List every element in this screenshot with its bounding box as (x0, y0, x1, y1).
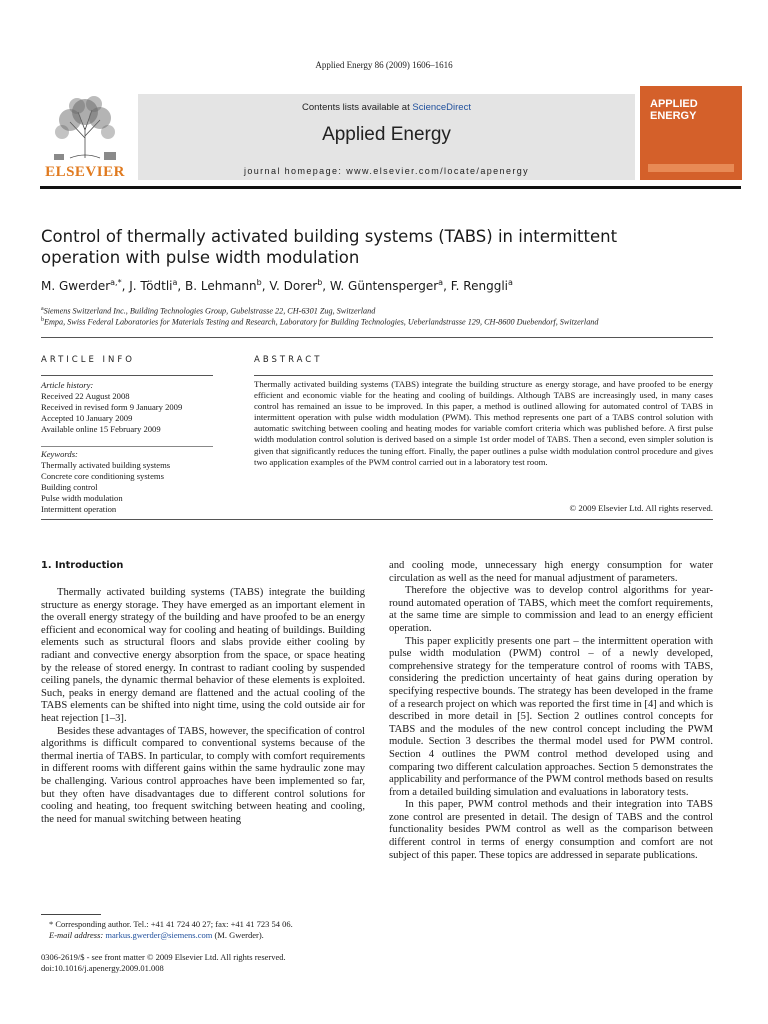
email-label: E-mail address: (49, 930, 106, 940)
author-separator: , (177, 279, 186, 293)
affiliation-text: Empa, Swiss Federal Laboratories for Materials Testing and Research, Laboratory for Building Technologies, Ueberlandstrasse 129, CH-8600 Duebendorf, Switzerland (44, 317, 599, 327)
abstract-divider (254, 375, 713, 376)
author-affiliation-mark: a (508, 278, 513, 287)
affiliation-a (41, 306, 731, 316)
body-paragraph: In this paper, PWM control methods and their integration into TABS zone control are presented in detail. The design of TABS and the control functionality besides PWM control as well as the comparison between different control in terms of energy consumption and comfort are not subject of this paper. These topics are addressed in separate publications. (389, 799, 713, 861)
author-affiliation-mark: a (172, 278, 178, 287)
author-name[interactable]: B. Lehmann (185, 279, 257, 293)
article-title-line1: Control of thermally activated building systems (TABS) in intermittent (41, 227, 618, 246)
cover-title (650, 98, 698, 122)
abstract-copyright: © 2009 Elsevier Ltd. All rights reserved. (569, 503, 713, 513)
author-affiliation-mark: a (438, 278, 444, 287)
affiliation-divider (41, 337, 713, 338)
author-affiliation-mark: b (256, 278, 262, 287)
publication-info (41, 952, 371, 974)
contents-prefix: Contents lists available at (302, 102, 413, 113)
body-paragraph: Besides these advantages of TABS, however, the specification of control algorithms is difficult compared to conventional systems because of the thermal inertia of TABS. In particular, to comply with comfort requirements in different rooms with different gains within the same hydraulic zone may be challenging. Various control approaches have been implemented so far, but they often have disadvantages due to different control solutions for cooling and heating, too frequent switching between heating and cooling, the need for manual switching between heating (41, 725, 365, 825)
author-separator: , (443, 279, 451, 293)
body-paragraph: and cooling mode, unnecessary high energy consumption for water circulation as well as the need for manual adjustment of parameters. (389, 560, 713, 584)
keywords-divider (41, 446, 213, 447)
issn-line: 0306-2619/$ - see front matter © 2009 Elsevier Ltd. All rights reserved. (41, 952, 286, 962)
keyword-item: Intermittent operation (41, 504, 117, 514)
cover-strip (648, 164, 734, 172)
affiliation-mark: b (41, 317, 44, 323)
author-name[interactable]: F. Renggli (450, 279, 508, 293)
affiliation-mark: a (41, 306, 44, 312)
article-title-line2: operation with pulse width modulation (41, 248, 360, 267)
email-suffix: (M. Gwerder). (212, 930, 264, 940)
author-name[interactable]: V. Dorer (269, 279, 318, 293)
body-paragraph: This paper explicitly presents one part – the intermittent operation with pulse width modulation (PWM) control – of a newly developed, comprehensive strategy for the temperature control of rooms with TABS, considering the prediction uncertainty of heat gains during operation by specifying respective bounds. The strategy has been developed in the frame of a research project on which was reported the first time in [4] and which is described in more detail in [5]. Section 2 outlines control concepts for TABS and the modules of the new control concept including the PWM module. Section 3 describes the thermal model used for PWM control. Section 4 outlines the PWM control method developed using and comparing two different calculation approaches. Section 5 demonstrates the applicability and performance of the PWM control methods based on results from a detailed building simulation and evaluations in laboratory tests. (389, 635, 713, 798)
email-link[interactable]: markus.gwerder@siemens.com (105, 930, 213, 940)
article-info-heading: ARTICLE INFO (41, 355, 135, 365)
body-paragraph: Thermally activated building systems (TABS) integrate the building structure as energy storage. They have emerged as an important element in the overall energy strategy of the building and have proofed to be an energy efficient and economical way for cooling and heating of buildings. Building elements such as structural floors and slabs provide either cooling by radiant and convective energy absorption from the space, or space heating by the release of stored energy. In contrast to radiant cooling by suspended ceiling panels, the dynamic thermal behavior of these elements is exploited. Such, peaks in energy demand are flattened and the actual cooling of the TABS elements can be shifted into night time, using the cold outside air for heat rejection [1–3]. (41, 587, 365, 724)
body-column-right (389, 560, 713, 862)
journal-banner (40, 86, 740, 184)
journal-header-box (138, 94, 635, 180)
keywords-label: Keywords: (41, 449, 78, 459)
history-item: Received in revised form 9 January 2009 (41, 402, 183, 412)
section-title-introduction: 1. Introduction (41, 560, 124, 571)
footnote-rule (41, 914, 101, 915)
contents-available-line (138, 102, 635, 113)
corresponding-author: * Corresponding author. Tel.: +41 41 724 40 27; fax: +41 41 723 54 06. (49, 919, 293, 929)
author-list (41, 278, 731, 293)
keyword-item: Concrete core conditioning systems (41, 471, 164, 481)
history-item: Available online 15 February 2009 (41, 424, 161, 434)
keyword-item: Thermally activated building systems (41, 460, 171, 470)
article-title (41, 226, 721, 268)
header-divider (40, 186, 741, 189)
author-name[interactable]: J. Tödtli (129, 279, 173, 293)
publisher-wordmark: ELSEVIER (45, 164, 125, 180)
body-paragraph: Therefore the objective was to develop control algorithms for year-round automated operation of TABS, which meet the comfort requirements, at the same time are simple to commission and lead to an energy efficient operation. (389, 585, 713, 634)
keywords (41, 449, 213, 515)
author-name[interactable]: W. Güntensperger (329, 279, 439, 293)
cover-title-line1: APPLIED (650, 98, 698, 110)
affiliation-b (41, 317, 731, 327)
history-item: Received 22 August 2008 (41, 391, 130, 401)
abstract-heading: ABSTRACT (254, 355, 323, 365)
history-item: Accepted 10 January 2009 (41, 413, 133, 423)
author-affiliation-mark: a,* (110, 278, 122, 287)
front-matter-divider (41, 519, 713, 520)
article-history-label: Article history: (41, 380, 94, 390)
journal-homepage[interactable]: journal homepage: www.elsevier.com/locate/apenergy (243, 166, 530, 176)
sciencedirect-link[interactable]: ScienceDirect (412, 102, 471, 113)
abstract-text: Thermally activated building systems (TABS) integrate the building structure as energy storage, and have proofed to be energy efficient and economic viable for the heating and cooling of buildings. Although TABS are increasingly used, in many cases control has remained an issue to be improved. In this paper, a method is outlined allowing for automated control of TABS in intermittent operation with pulse width modulation (PWM). This method represents one part of a TABS control solution with automatic switching between cooling and heating modes for variable comfort criteria which was published before. A first pulse width modulation control solution is derived based on a simple 1st order model of TABS. Then a second, even simpler solution is given that significantly reduces the tuning effort. Finally, the paper outlines a pulse width modulation control procedure and gives two application examples of the PWM control carried out in a laboratory test room. (254, 379, 713, 467)
keyword-item: Pulse width modulation (41, 493, 123, 503)
author-affiliation-mark: b (317, 278, 323, 287)
cover-title-line2: ENERGY (650, 110, 697, 122)
keyword-item: Building control (41, 482, 98, 492)
doi-line[interactable]: doi:10.1016/j.apenergy.2009.01.008 (41, 963, 164, 973)
article-history (41, 380, 213, 435)
author-separator: , (261, 279, 270, 293)
body-column-left (41, 587, 365, 826)
corresponding-author-footnote (41, 919, 371, 941)
journal-name: Applied Energy (322, 124, 451, 145)
affiliation-text: Siemens Switzerland Inc., Building Technologies Group, Gubelstrasse 22, CH-6301 Zug, Switzerland (43, 306, 376, 316)
journal-cover-thumbnail (640, 86, 742, 180)
email-line (41, 930, 371, 941)
author-name[interactable]: M. Gwerder (41, 279, 111, 293)
author-separator: , (121, 279, 130, 293)
author-separator: , (322, 279, 330, 293)
journal-citation: Applied Energy 86 (2009) 1606–1616 (315, 60, 453, 70)
article-info-divider (41, 375, 213, 376)
